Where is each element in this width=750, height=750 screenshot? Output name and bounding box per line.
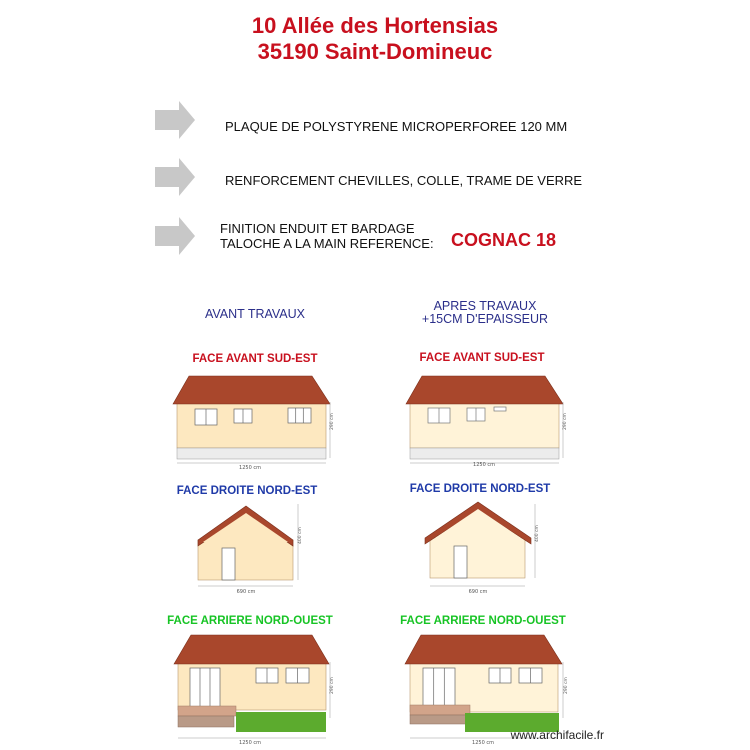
back-width-label-after: 1250 cm	[472, 740, 494, 746]
back-height-label-after: 290 cm	[564, 677, 569, 694]
face-front-label-before: FACE AVANT SUD-EST	[192, 353, 318, 365]
spec-finition-line2: TALOCHE A LA MAIN REFERENCE:	[220, 236, 434, 251]
arrow-right-icon	[155, 100, 195, 140]
face-right-label-before: FACE DROITE NORD-EST	[176, 485, 318, 497]
front-height-label-before: 290 cm	[330, 413, 335, 430]
spec-finition-line1: FINITION ENDUIT ET BARDAGE	[220, 221, 415, 236]
back-elevation-before	[172, 632, 342, 747]
front-elevation-after	[402, 372, 572, 472]
address-line-2: 35190 Saint-Domineuc	[257, 39, 493, 64]
face-back-label-after: FACE ARRIERE NORD-OUEST	[400, 615, 566, 627]
right-height-label-before: 400 cm	[298, 527, 303, 544]
front-width-label-after: 1250 cm	[473, 462, 495, 468]
right-width-label-before: 690 cm	[236, 589, 256, 595]
right-elevation-before	[190, 496, 310, 598]
arrow-right-icon	[155, 157, 195, 197]
right-elevation-after	[422, 494, 542, 596]
spec-renforcement: RENFORCEMENT CHEVILLES, COLLE, TRAME DE VERRE	[225, 173, 583, 188]
column-after-title-line1: APRES TRAVAUX	[433, 299, 537, 313]
column-before-title: AVANT TRAVAUX	[204, 307, 306, 321]
front-width-label-before: 1250 cm	[239, 465, 261, 471]
watermark-link[interactable]: www.archifacile.fr	[510, 728, 604, 742]
address-line-1: 10 Allée des Hortensias	[251, 13, 499, 38]
front-height-label-after: 290 cm	[563, 413, 568, 430]
spec-polystyrene: PLAQUE DE POLYSTYRENE MICROPERFOREE 120 MM	[225, 119, 568, 134]
right-width-label-after: 690 cm	[468, 589, 488, 595]
reference-value: COGNAC 18	[451, 230, 557, 250]
face-right-label-after: FACE DROITE NORD-EST	[409, 483, 551, 495]
right-height-label-after: 400 cm	[535, 525, 540, 542]
back-height-label-before: 290 cm	[330, 677, 335, 694]
face-front-label-after: FACE AVANT SUD-EST	[419, 352, 545, 364]
arrow-right-icon	[155, 216, 195, 256]
column-after-title-line2: +15CM D'EPAISSEUR	[421, 312, 549, 326]
back-width-label-before: 1250 cm	[239, 740, 261, 746]
front-elevation-before	[170, 372, 340, 472]
face-back-label-before: FACE ARRIERE NORD-OUEST	[167, 615, 333, 627]
